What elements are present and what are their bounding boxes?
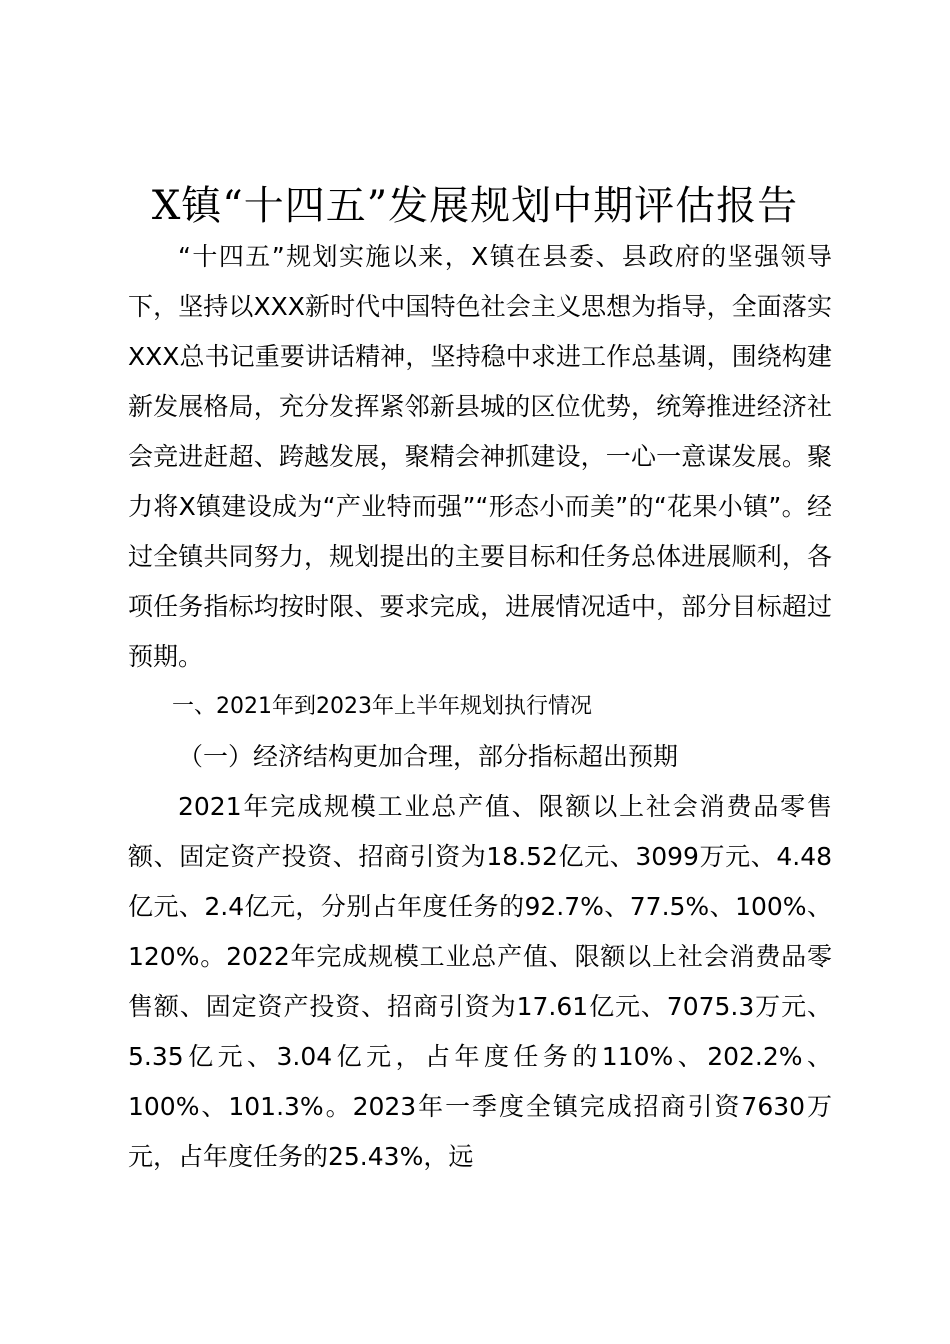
subsection-heading: （一）经济结构更加合理，部分指标超出预期	[178, 742, 679, 771]
document-title: X镇“十四五”发展规划中期评估报告	[151, 183, 799, 229]
intro-paragraph: “十四五”规划实施以来，X镇在县委、县政府的坚强领导下，坚持以XXX新时代中国特色社会主义思想为指导，全面落实XXX总书记重要讲话精神，坚持稳中求进工作总基调，围绕构建新发展格局，充分发挥紧邻新县城的区位优势，统筹推进经济社会竞进赶超、跨越发展，聚精会神抓建设，一心一意谋发展。聚力将X镇建设成为“产业特而强”“形态小而美”的“花果小镇”。经过全镇共同努力，规划提出的主要目标和任务总体进展顺利，各项任务指标均按时限、要求完成，进展情况适中，部分目标超过预期。	[128, 242, 832, 671]
economy-paragraph: 2021年完成规模工业总产值、限额以上社会消费品零售额、固定资产投资、招商引资为18.52亿元、3099万元、4.48亿元、2.4亿元，分别占年度任务的92.7%、77.5%、100%、120%。2022年完成规模工业总产值、限额以上社会消费品零售额、固定资产投资、招商引资为17.61亿元、7075.3万元、5.35亿元、3.04亿元，占年度任务的110%、202.2%、100%、101.3%。2023年一季度全镇完成招商引资7630万元，占年度任务的25.43%，远	[128, 792, 832, 1171]
document-body	[128, 232, 832, 1182]
section-heading: 一、2021年到2023年上半年规划执行情况	[172, 694, 592, 719]
